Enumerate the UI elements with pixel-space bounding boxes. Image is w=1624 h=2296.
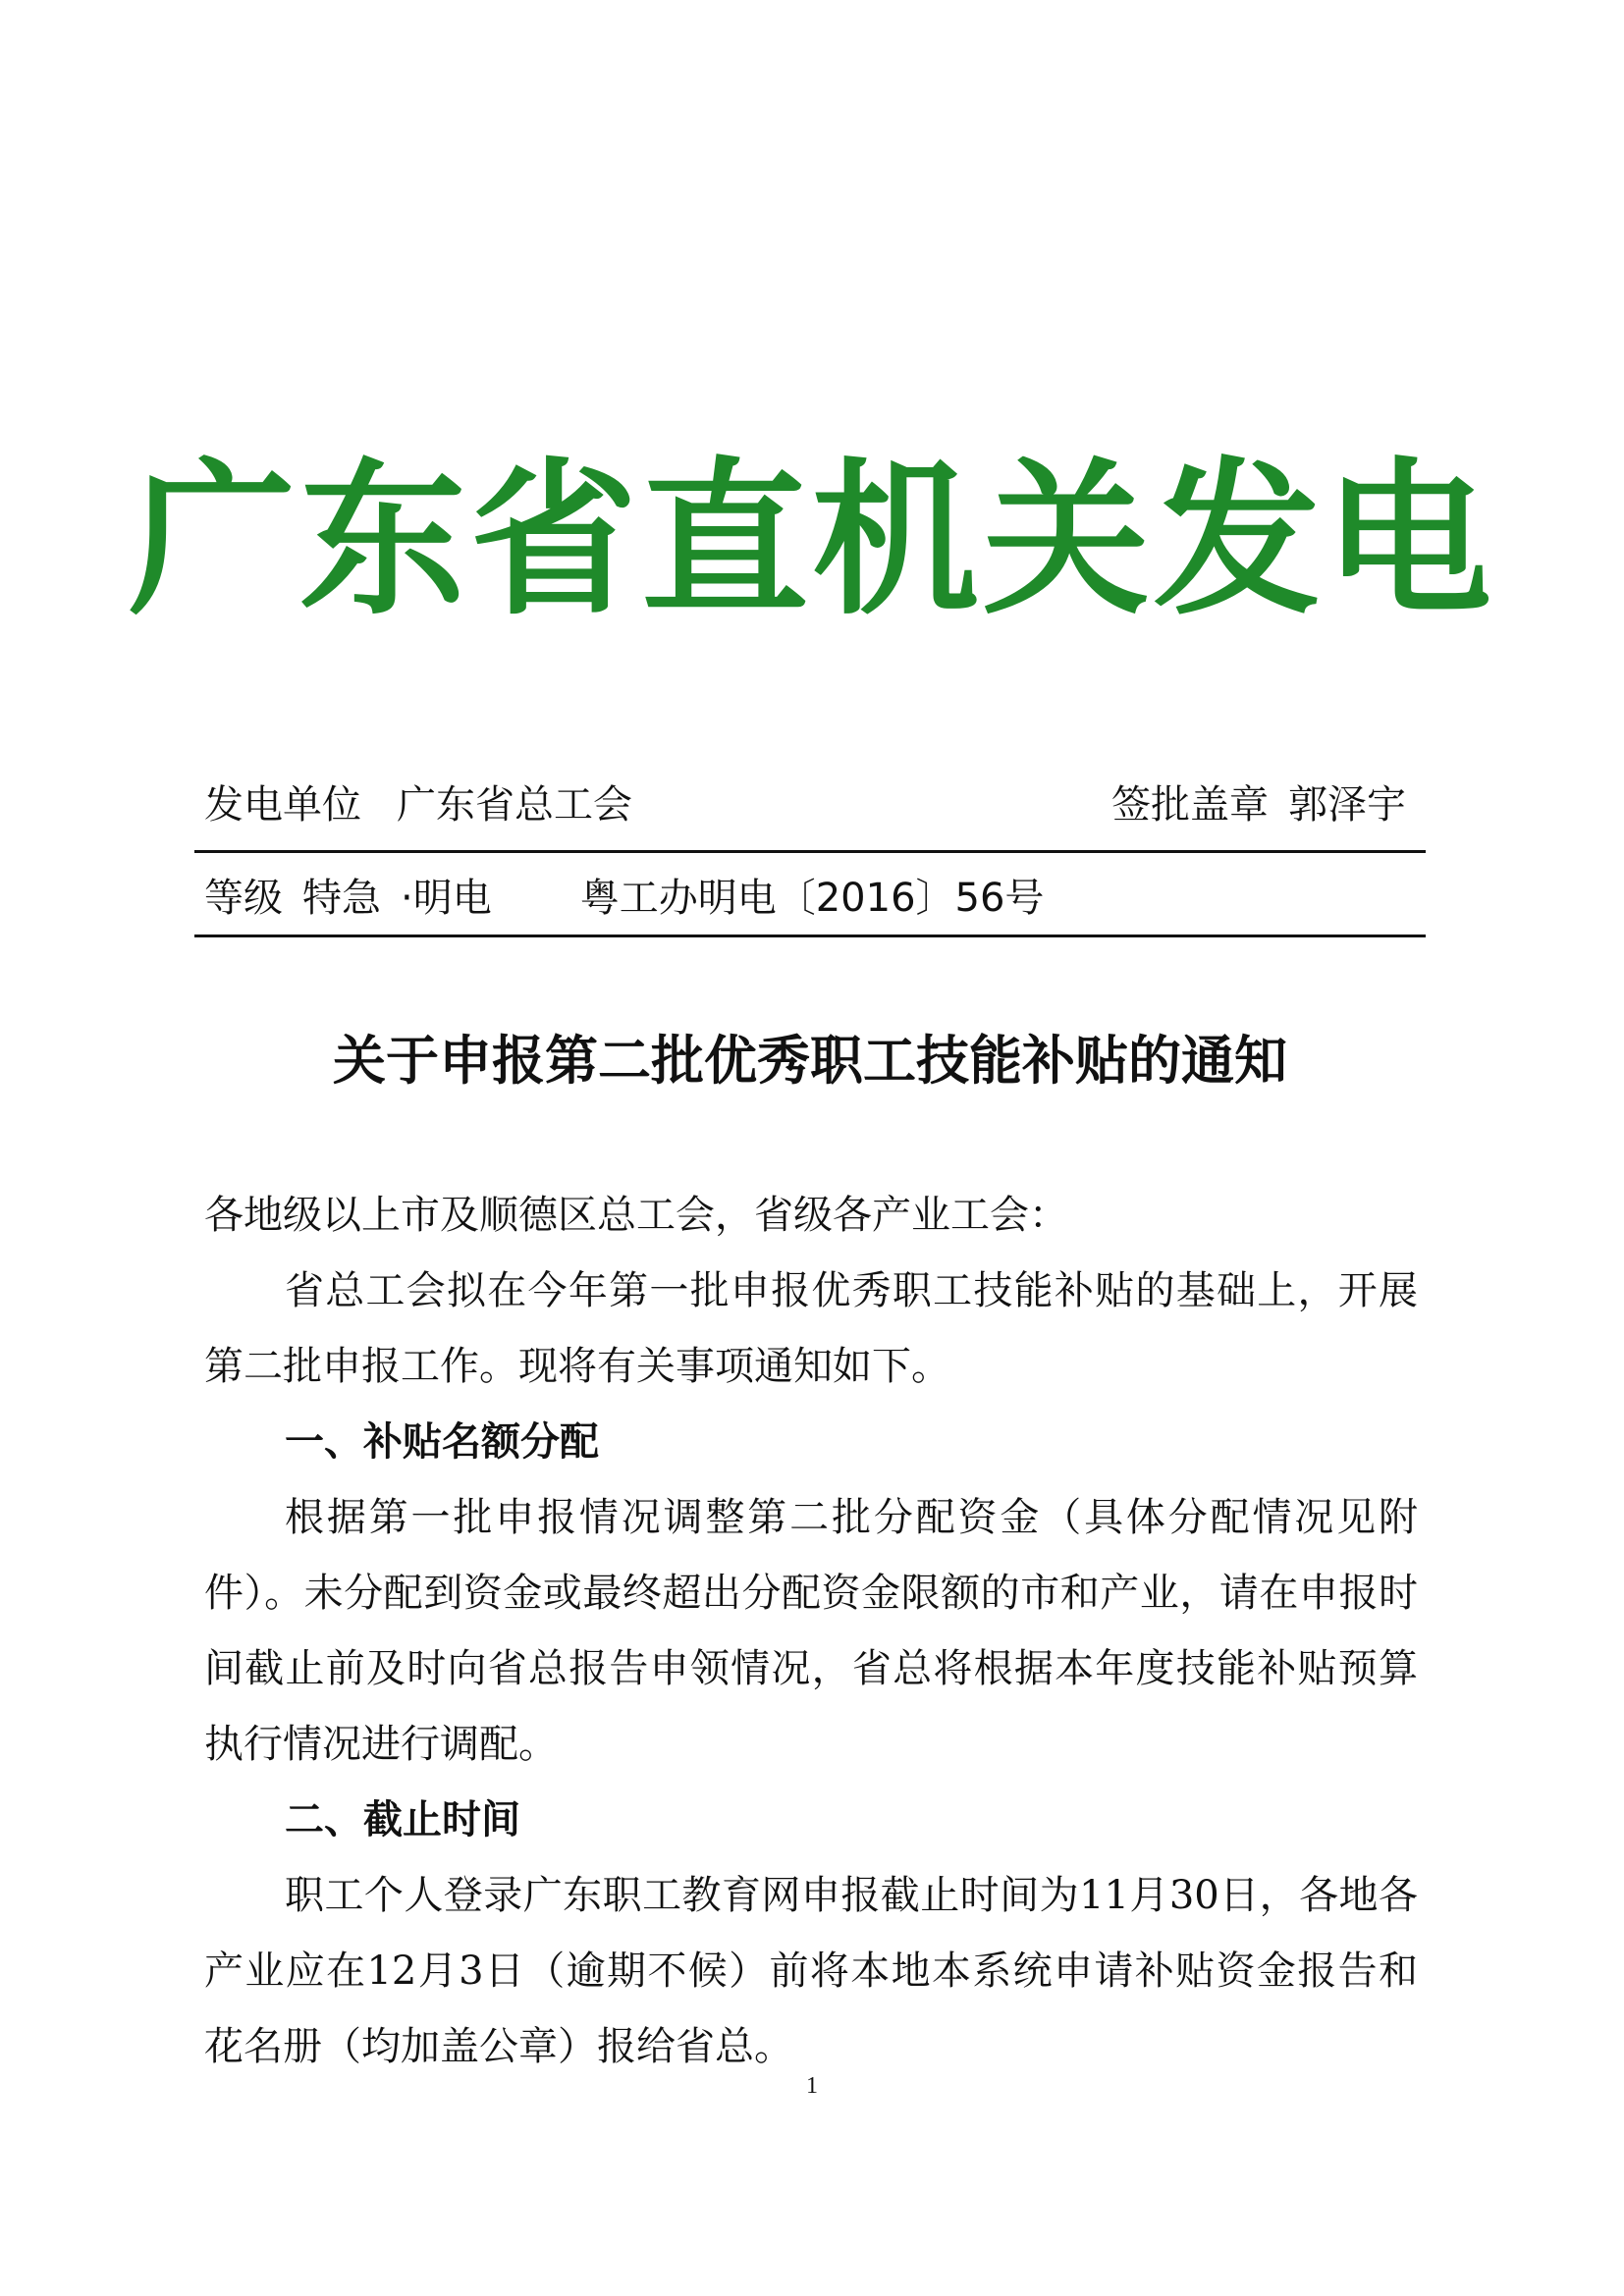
doc-number: 粤工办明电〔2016〕56号	[579, 876, 1045, 921]
page-number: 1	[806, 2073, 818, 2099]
header-divider-top	[194, 850, 1426, 853]
sender-label: 发电单位	[204, 782, 361, 828]
intro-paragraph: 省总工会拟在今年第一批申报优秀职工技能补贴的基础上，开展第二批申报工作。现将有关事项通知如下。	[204, 1268, 1418, 1389]
document-body	[204, 1178, 1418, 2085]
plain-value: ·明电	[401, 876, 492, 921]
level-label: 等级	[204, 876, 283, 921]
addressee: 各地级以上市及顺德区总工会，省级各产业工会：	[204, 1193, 1068, 1238]
section-text-1: 根据第一批申报情况调整第二批分配资金（具体分配情况见附件）。未分配到资金或最终超出分配资金限额的市和产业，请在申报时间截止前及时向省总报告申领情况，省总将根据本年度技能补贴预算执行情况进行调配。	[204, 1495, 1418, 1767]
level-block	[204, 869, 1044, 928]
signer-label: 签批盖章	[1111, 782, 1269, 828]
sender-block	[204, 775, 632, 834]
sender-value: 广东省总工会	[397, 782, 632, 828]
section-heading-2: 二、截止时间	[285, 1797, 520, 1842]
masthead-title: 广东省直机关发电	[128, 442, 1495, 638]
header-divider-bottom	[194, 934, 1426, 937]
signer-block	[1111, 775, 1406, 834]
header-level-row	[194, 869, 1426, 928]
level-value: 特急	[302, 876, 381, 921]
section-heading-1: 一、补贴名额分配	[285, 1419, 599, 1465]
document-title: 关于申报第二批优秀职工技能补贴的通知	[333, 1029, 1287, 1092]
header-sender-row	[194, 775, 1426, 834]
signer-value: 郭泽宇	[1288, 782, 1406, 828]
section-text-2: 职工个人登录广东职工教育网申报截止时间为11月30日，各地各产业应在12月3日（逾期不候）前将本地本系统申请补贴资金报告和花名册（均加盖公章）报给省总。	[204, 1873, 1418, 2069]
